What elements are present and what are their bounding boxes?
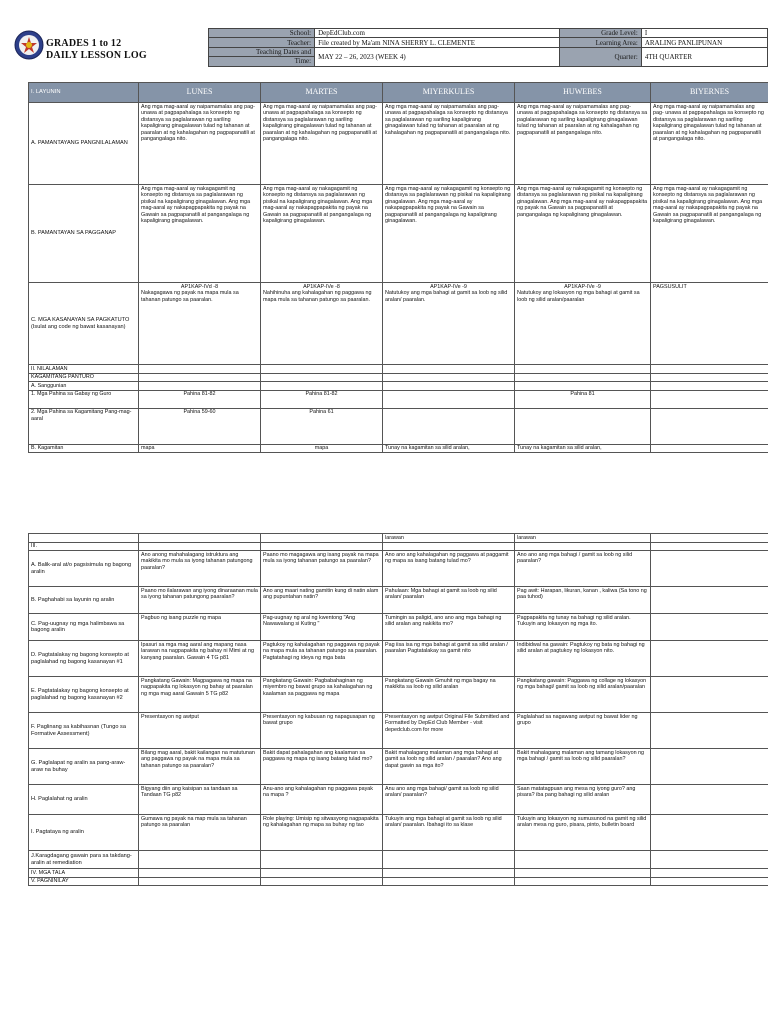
pagninilay-label: V. PAGNINILAY [29,877,139,886]
kasanayan-label: C. MGA KASANAYAN SA PAGKATUTO (Isulat ang code ng bawat kasanayan) [29,283,139,365]
teacher-value: File created by Ma'am NINA SHERRY L. CLEMENTE [315,38,560,47]
procedure-cell [651,749,768,785]
kasanayan-cell [139,283,261,365]
procedure-row-karagdagang-gawain [29,851,768,869]
procedure-label-paglalapat: G. Paglalapat ng aralin sa pang-araw-araw na buhay [29,749,139,785]
kasanayan-code: AP1KAP-IVe -9 [430,283,467,290]
kasanayan-code: AP1KAP-IVe -9 [564,283,601,290]
pamantayang-cell: Ang mga mag-aaral ay naipamamalas ang pag- unawa at pagpapahalaga sa konsepto ng distansya sa paglalarawan ng sariling kapaligirang ginagalawan tulad ng tahanan at paaralan at ng kahalagahan ng pagpapanatili at pangangalaga nito. [261,103,383,185]
kagamitang-mag-aaral-cell: Pahina 61 [261,408,383,444]
day-header-martes: MARTES [261,83,383,103]
day-header-lunes: LUNES [139,83,261,103]
procedure-cell: Ipasuri sa mga mag aaral ang mapang nasa larawan na nagpapakita ng bahay ni Mimi at ng kanyang paaralan. Gawain 4 TG p81 [139,641,261,677]
pamantayang-cell: Ang mga mag-aaral ay naipamamalas ang pag- unawa at pagpapahalaga sa konsepto ng distansya sa paglalarawan ng sariling kapaligirang ginagalawan tulad ng tahanan at paaralan at ng kahalagahan ng pagpapanatili at pangangalaga nito. [139,103,261,185]
procedure-cell [651,713,768,749]
title-line-2: DAILY LESSON LOG [46,50,147,61]
grade-value: I [641,29,767,38]
top-row-cell: larawan [515,534,651,543]
pagganap-cell: Ang mga mag-aaral ay nakagagamit ng konsepto ng distansya sa paglalarawan ng pisikal na kapaligirang ginagalawan. Ang mga mag-aaral ay nakapagpapakita ng payak na Gawain sa pagpapanatili at pangangalaga ng kapaligirang ginagalawan. [515,185,651,283]
kasanayan-code: AP1KAP-IVd -8 [180,283,219,290]
procedure-cell: Gumawa ng payak na map mula sa tahanan patungo sa paaralan [139,815,261,851]
procedure-cell [261,851,383,869]
procedure-cell: Pangkatang Gawain: Magpagawa ng mapa na nagpapakita ng lokasyon ng bahay at paaralan ng mga mag aaral Gawain 5 TG p82 [139,677,261,713]
dates-value: MAY 22 – 26, 2023 (WEEK 4) [315,47,560,66]
procedure-label-balik-aral: A. Balik-aral at/o pagsisimula ng bagong aralin [29,551,139,587]
procedure-cell [139,851,261,869]
kasanayan-text: Nahihinuha ang kahalagahan ng paggawa ng mapa mula sa tahanan patungo sa paaralan. [263,290,372,303]
procedure-label-paglalahat: H. Paglalahat ng aralin [29,785,139,815]
kasanayan-code: PAGSUSULIT [653,283,687,290]
procedure-cell: Pangkatang Gawain: Pagbabahaginan ng miyembro ng bawat grupo sa kahalagahan ng kaalaman sa paggawa ng mapa [261,677,383,713]
procedure-label-pagtatalakay-2: E. Pagtatalakay ng bagong konsepto at paglalahad ng bagong kasanayan #2 [29,677,139,713]
top-row-cell [261,534,383,543]
procedure-row-pag-uugnay [29,614,768,641]
procedure-cell [651,815,768,851]
procedure-cell: Presentasyon ng kabuuan ng napagusapan ng bawat grupo [261,713,383,749]
procedure-cell: Paglalahad sa nagawang awtput ng bawat lider ng grupo [515,713,651,749]
procedure-cell: Anu ano ang mga bahagi/ gamit sa loob ng silid aralan/ paaralan? [383,785,515,815]
lesson-log-table-bottom [28,533,768,886]
kasanayan-text: Natutukoy ang mga bahagi at gamit sa loob ng silid aralan/ paaralan. [385,290,508,303]
teacher-label: Teacher: [209,38,315,47]
procedure-row-paghahabi [29,587,768,614]
procedure-cell [651,551,768,587]
procedure-cell [651,677,768,713]
top-row-cell [139,534,261,543]
procedure-cell [515,851,651,869]
mga-tala-label: IV. MGA TALA [29,869,139,878]
school-label: School: [209,29,315,38]
pamantayang-pangnilalaman-label: A. PAMANTAYANG PANGNILALAMAN [29,103,139,185]
procedure-cell: Ano anong mahahalagang istruktura ang makikita mo mula sa iyong tahanan patungong paaralan? [139,551,261,587]
procedure-cell: Pagtukoy ng kahalagahan ng paggawa ng payak na mapa mula sa tahanan patungo sa paaralan. Pagtatahagi ng ideya ng mga bata [261,641,383,677]
procedure-cell: Pag awit: Harapan, likuran, kanan , kaliwa (Sa tono ng paa tuhod) [515,587,651,614]
kagamitang-panturo-label: KAGAMITANG PANTURO [29,373,139,382]
kagamitan-cell: Tunay na kagamitan sa silid aralan, [383,444,515,453]
procedure-row-pagtatalakay-2 [29,677,768,713]
pamamaraan-label: III. [29,542,139,551]
procedure-cell [651,785,768,815]
procedure-cell: Pagbuo ng isang puzzle ng mapa [139,614,261,641]
kasanayan-text: Nakagagawa ng payak na mapa mula sa tahanan patungo sa paaralan. [141,290,239,303]
procedure-cell: Role playing: Umisip ng sitwasyong nagpapakita ng kahalagahan ng mapa sa buhay ng tao [261,815,383,851]
procedure-rows [29,551,768,869]
kagamitan-cell: mapa [139,444,261,453]
title-line-1: GRADES 1 to 12 [46,38,122,49]
procedure-cell: Tukuyin ang mga bahagi at gamit sa loob ng silid aralan/ paaralan. Ibahagi ito sa klase [383,815,515,851]
kagamitan-label: B. Kagamitan [29,444,139,453]
kasanayan-text: Natutukoy ang lokasyon ng mga bahagi at gamit sa loob ng silid aralan/paaralan [517,290,640,303]
day-header-biyernes: BIYERNES [651,83,768,103]
deped-seal-logo [14,30,44,60]
procedure-cell: Ano ang maari nating gamitin kung di natin alam ang pupuntahan natin? [261,587,383,614]
kagamitang-mag-aaral-cell [383,408,515,444]
procedure-label-pag-uugnay: C. Pag-uugnay ng mga halimbawa sa bagong aralin [29,614,139,641]
header-info-table [208,28,768,67]
day-header-miyerkules: MIYERKULES [383,83,515,103]
kagamitang-mag-aaral-label: 2. Mga Pahina sa Kagamitang Pang-mag-aaral [29,408,139,444]
procedure-row-paglalapat [29,749,768,785]
sanggunian-label: A. Sanggunian [29,382,139,391]
kagamitan-cell [651,444,768,453]
procedure-cell: Indibidwal na gawain: Pagtukoy ng bata ng bahagi ng silid aralan at pagtukoy ng lokasyon nito. [515,641,651,677]
kasanayan-cell [515,283,651,365]
procedure-cell [651,641,768,677]
layunin-header: I. LAYUNIN [29,83,139,103]
procedure-row-pagtataya [29,815,768,851]
area-value: ARALING PANLIPUNAN [641,38,767,47]
procedure-cell: Presentasyon ng awtput Original File Submitted and Formatted by DepEd Club Member - visit depedclub.com for more [383,713,515,749]
day-header-huwebes: HUWEBES [515,83,651,103]
procedure-cell: Saan matatagpuan ang mesa ng iyong guro? ang pisara? iba pang bahagi ng silid aralan [515,785,651,815]
procedure-label-paghahabi: B. Paghahabi sa layunin ng aralin [29,587,139,614]
procedure-cell: Pag-uugnay ng aral ng kwentong "Ang Nawawalang si Kuting " [261,614,383,641]
kagamitang-mag-aaral-cell [651,408,768,444]
quarter-value: 4TH QUARTER [641,47,767,66]
top-row-cell: larawan [383,534,515,543]
kasanayan-cell [383,283,515,365]
top-row-cell [651,534,768,543]
kagamitang-mag-aaral-cell [515,408,651,444]
procedure-row-balik-aral [29,551,768,587]
pamantayang-cell: Ang mga mag-aaral ay naipamamalas ang pag- unawa at pagpapahalaga sa konsepto ng distansya sa paglalarawan ng sariling kapaligirang ginagalawan tulad ng tahanan at paaralan at ng kahalagahan ng pagpapanatili at pangangalaga nito. [651,103,768,185]
kagamitang-mag-aaral-cell: Pahina 59-60 [139,408,261,444]
gabay-cell: Pahina 81-82 [261,390,383,408]
grade-label: Grade Level: [560,29,641,38]
procedure-label-pagtatalakay-1: D. Pagtatalakay ng bagong konsepto at paglalahad ng bagong kasanayan #1 [29,641,139,677]
pagganap-cell: Ang mga mag-aaral ay nakagagamit ng konsepto ng distansya sa paglalarawan ng pisikal na kapaligirang ginagalawan. Ang mga mag-aaral ay nakapagpapakita ng payak na Gawain sa pagpapanatili at pangangalaga ng kapaligirang ginagalawan. [383,185,515,283]
procedure-cell: Bakit mahalagang malaman ang tamang lokasyon ng mga bahagi / gamit sa loob ng silid paaralan? [515,749,651,785]
pagganap-cell: Ang mga mag-aaral ay nakagagamit ng konsepto ng distansya sa paglalarawan ng pisikal na kapaligirang ginagalawan. Ang mga mag-aaral ay nakapagpapakita ng payak na Gawain sa pagpapanatili at pangangalaga ng kapaligirang ginagalawan. [261,185,383,283]
procedure-cell: Pangkatang gawain: Paggawa ng collage ng lokasyon ng mga bahagi/ gamit sa loob ng silid aralan/paaralan [515,677,651,713]
procedure-cell: Pag iisa isa ng mga bahagi at gamit sa silid aralan / paaralan Pagtatalakay sa gamit nito [383,641,515,677]
kasanayan-cell [261,283,383,365]
procedure-cell: Presentasyon ng awtput [139,713,261,749]
procedure-cell: Ano ano ang kahalagahan ng paggawa at paggamit ng mapa sa isang batang tulad mo? [383,551,515,587]
area-label: Learning Area: [560,38,641,47]
procedure-row-paglinang [29,713,768,749]
procedure-cell: Pagpapakita ng tunay na bahagi ng silid aralan. Tukuyin ang lokasyon ng mga ito. [515,614,651,641]
procedure-cell: Pangkatang Gawain Gmuhit ng mga bagay na makikita sa loob ng silid aralan [383,677,515,713]
procedure-cell [383,851,515,869]
kagamitan-cell: Tunay na kagamitan sa silid aralan, [515,444,651,453]
procedure-cell: Bakit mahalagang malaman ang mga bahagi at gamit sa loob ng silid aralan / paaralan? Ano ang dapat gawin sa mga ito? [383,749,515,785]
procedure-label-paglinang: F. Paglinang sa kabihasnan (Tungo sa Formative Assessment) [29,713,139,749]
quarter-label: Quarter: [560,47,641,66]
pamantayang-cell: Ang mga mag-aaral ay naipamamalas ang pag- unawa at pagpapahalaga sa konsepto ng distansya sa paglalarawan ng sariling kapaligirang ginagalawan tulad ng tahanan at paaralan at ng kahalagahan ng pagpapanatili at pangangalaga nito. [383,103,515,185]
procedure-cell: Tumingin sa paligid, ano ano ang mga bahagi ng silid aralan ang nakikita mo? [383,614,515,641]
dates-label-1: Teaching Dates and [209,47,315,56]
pagganap-cell: Ang mga mag-aaral ay nakagagamit ng konsepto ng distansya sa paglalarawan ng pisikal na kapaligirang ginagalawan. Ang mga mag-aaral ay nakapagpapakita ng payak na Gawain sa pagpapanatili at pangangalaga ng kapaligirang ginagalawan. [651,185,768,283]
procedure-cell: Bigyang diin ang kaisipan sa tandaan sa Tandaan TG p82 [139,785,261,815]
procedure-cell: Ano ano ang mga bahagi / gamit sa loob ng silid paaralan? [515,551,651,587]
procedure-label-pagtataya: I. Pagtataya ng aralin [29,815,139,851]
procedure-cell: Bakit dapat pahalagahan ang kaalaman sa paggawa ng mapa ng isang batang tulad mo? [261,749,383,785]
gabay-cell [651,390,768,408]
procedure-cell: Pahulaan: Mga bahagi at gamit sa loob ng silid aralan/ paaralan [383,587,515,614]
procedure-cell: Tukuyin ang lokasyon ng sumusunod na gamit ng silid aralan mesa ng guro, pisara, pinto, bulletin board [515,815,651,851]
procedure-label-karagdagang-gawain: J.Karagdagang gawain para sa takdang-aralin at remediation [29,851,139,869]
dates-label-2: Time: [209,57,315,66]
pamantayang-cell: Ang mga mag-aaral ay naipamamalas ang pag- unawa at pagpapahalaga sa konsepto ng distansya sa paglalarawan ng sariling kapaligirang ginagalawan tulad ng tahanan at paaralan at ng kahalagahan ng pagpapanatili at pangangalaga nito. [515,103,651,185]
school-value: DepEdClub.com [315,29,560,38]
procedure-cell: Bilang mag aaral, bakit kailangan na matutunan ang paggawa ng payak na mapa mula sa tahanan patungo sa paaralan? [139,749,261,785]
nilalaman-label: II. NILALAMAN [29,365,139,374]
procedure-cell: Anu-ano ang kahalagahan ng paggawa payak na mapa ? [261,785,383,815]
kasanayan-cell [651,283,768,365]
kasanayan-code: AP1KAP-IVe -8 [303,283,340,290]
lesson-log-table-top [28,82,768,453]
procedure-cell [651,587,768,614]
procedure-cell [651,614,768,641]
procedure-cell [651,851,768,869]
gabay-cell: Pahina 81 [515,390,651,408]
pamantayan-sa-pagganap-label: B. PAMANTAYAN SA PAGGANAP [29,185,139,283]
procedure-row-paglalahat [29,785,768,815]
pagganap-cell: Ang mga mag-aaral ay nakagagamit ng konsepto ng distansya sa paglalarawan ng pisikal na kapaligirang ginagalawan. Ang mga mag-aaral ay nakapagpapakita ng payak na Gawain sa pagpapanatili at pangangalaga ng kapaligirang ginagalawan. [139,185,261,283]
gabay-cell [383,390,515,408]
document-title [46,38,147,62]
gabay-ng-guro-label: 1. Mga Pahina sa Gabay ng Guro [29,390,139,408]
procedure-cell: Paano mo ilalarawan ang iyong dinaraanan mula sa iyong tahanan patungong paaralan? [139,587,261,614]
gabay-cell: Pahina 81-82 [139,390,261,408]
kagamitan-cell: mapa [261,444,383,453]
procedure-row-pagtatalakay-1 [29,641,768,677]
procedure-cell: Paano mo magagawa ang isang payak na mapa mula sa iyong tahanan patungo sa paaralan? [261,551,383,587]
